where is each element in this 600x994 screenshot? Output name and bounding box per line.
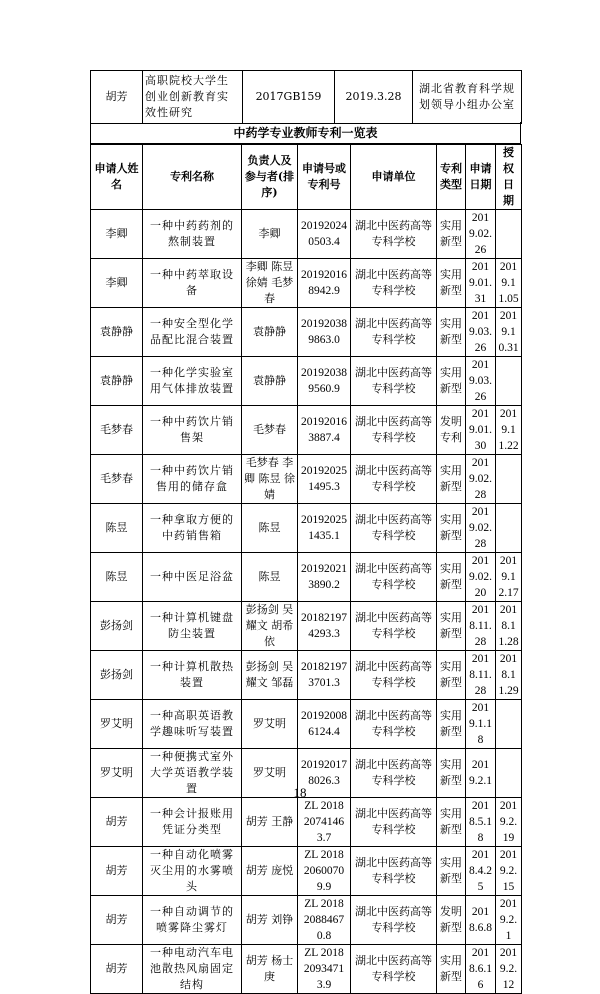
cell-grant-date xyxy=(496,455,522,504)
header-applicant: 申请人姓名 xyxy=(91,145,143,210)
cell-unit: 湖北中医药高等专科学校 xyxy=(351,749,437,798)
cell-app-number: 201920240503.4 xyxy=(298,210,351,259)
cell-grant-date: 2019.12.17 xyxy=(496,553,522,602)
cell-inventors: 彭扬剑 吴耀文 胡希依 xyxy=(242,602,298,651)
cell-app-date: 2018.6.8 xyxy=(466,896,496,945)
cell-inventors: 胡芳 王静 xyxy=(242,798,298,847)
cell-patent-name: 一种化学实验室用气体排放装置 xyxy=(143,357,242,406)
cell-patent-name: 一种计算机键盘防尘装置 xyxy=(143,602,242,651)
header-inventors: 负责人及参与者(排序) xyxy=(242,145,298,210)
header-app-date: 申请日期 xyxy=(466,145,496,210)
cell-grant-date xyxy=(496,210,522,259)
cell-patent-name: 一种中药萃取设备 xyxy=(143,259,242,308)
cell-app-date: 2019.01.31 xyxy=(466,259,496,308)
cell-grant-date: 2019.2.1 xyxy=(496,896,522,945)
table-row xyxy=(91,553,522,602)
cell-inventors: 罗艾明 xyxy=(242,749,298,798)
cell-app-number: 201821973701.3 xyxy=(298,651,351,700)
cell-grant-date xyxy=(496,700,522,749)
table-row xyxy=(91,406,522,455)
cell-unit: 湖北中医药高等专科学校 xyxy=(351,210,437,259)
project-row xyxy=(91,71,522,124)
patent-table xyxy=(90,144,522,994)
table-row xyxy=(91,308,522,357)
cell-unit: 湖北中医药高等专科学校 xyxy=(351,406,437,455)
cell-inventors: 袁静静 xyxy=(242,357,298,406)
table-row xyxy=(91,651,522,700)
cell-type: 实用新型 xyxy=(437,602,466,651)
cell-applicant: 罗艾明 xyxy=(91,749,143,798)
project-number: 2017GB159 xyxy=(243,71,335,124)
cell-app-date: 2019.03.26 xyxy=(466,308,496,357)
cell-unit: 湖北中医药高等专科学校 xyxy=(351,847,437,896)
table-row xyxy=(91,357,522,406)
header-grant-date: 授权日期 xyxy=(496,145,522,210)
cell-applicant: 袁静静 xyxy=(91,357,143,406)
cell-app-date: 2019.02.28 xyxy=(466,455,496,504)
cell-unit: 湖北中医药高等专科学校 xyxy=(351,798,437,847)
cell-app-number: ZL 2018 20600709.9 xyxy=(298,847,351,896)
cell-grant-date: 2019.11.22 xyxy=(496,406,522,455)
cell-type: 实用新型 xyxy=(437,945,466,994)
header-type: 专利类型 xyxy=(437,145,466,210)
cell-patent-name: 一种会计报账用凭证分类型 xyxy=(143,798,242,847)
cell-grant-date: 2018.11.29 xyxy=(496,651,522,700)
cell-unit: 湖北中医药高等专科学校 xyxy=(351,700,437,749)
cell-grant-date: 2018.11.28 xyxy=(496,602,522,651)
cell-app-date: 2018.6.16 xyxy=(466,945,496,994)
cell-type: 实用新型 xyxy=(437,651,466,700)
cell-type: 实用新型 xyxy=(437,798,466,847)
cell-type: 实用新型 xyxy=(437,210,466,259)
cell-patent-name: 一种拿取方便的中药销售箱 xyxy=(143,504,242,553)
cell-unit: 湖北中医药高等专科学校 xyxy=(351,455,437,504)
cell-applicant: 彭扬剑 xyxy=(91,651,143,700)
cell-patent-name: 一种中医足浴盆 xyxy=(143,553,242,602)
project-table xyxy=(90,70,522,124)
cell-type: 实用新型 xyxy=(437,259,466,308)
cell-app-number: 201920163887.4 xyxy=(298,406,351,455)
cell-applicant: 罗艾明 xyxy=(91,700,143,749)
cell-applicant: 胡芳 xyxy=(91,896,143,945)
cell-grant-date: 2019.2.19 xyxy=(496,798,522,847)
table-row xyxy=(91,798,522,847)
cell-app-number: ZL 2018 20934713.9 xyxy=(298,945,351,994)
cell-inventors: 毛梦春 xyxy=(242,406,298,455)
table-header-row xyxy=(91,145,522,210)
cell-applicant: 毛梦春 xyxy=(91,455,143,504)
cell-unit: 湖北中医药高等专科学校 xyxy=(351,504,437,553)
cell-patent-name: 一种安全型化学品配比混合装置 xyxy=(143,308,242,357)
cell-applicant: 李卿 xyxy=(91,259,143,308)
cell-grant-date: 2019.11.05 xyxy=(496,259,522,308)
page-number: 18 xyxy=(293,785,307,800)
cell-inventors: 陈昱 xyxy=(242,504,298,553)
cell-grant-date xyxy=(496,357,522,406)
cell-inventors: 袁静静 xyxy=(242,308,298,357)
project-date: 2019.3.28 xyxy=(335,71,413,124)
cell-app-number: ZL 2018 20741463.7 xyxy=(298,798,351,847)
cell-app-number: 201920251495.3 xyxy=(298,455,351,504)
table-row xyxy=(91,210,522,259)
cell-app-number: 201920213890.2 xyxy=(298,553,351,602)
cell-app-date: 2018.11.28 xyxy=(466,651,496,700)
cell-type: 发明专利 xyxy=(437,406,466,455)
cell-inventors: 罗艾明 xyxy=(242,700,298,749)
cell-type: 发明新型 xyxy=(437,896,466,945)
cell-inventors: 毛梦春 李卿 陈昱 徐婧 xyxy=(242,455,298,504)
cell-app-date: 2019.02.26 xyxy=(466,210,496,259)
cell-patent-name: 一种中药饮片销售用的储存盒 xyxy=(143,455,242,504)
cell-app-date: 2019.02.28 xyxy=(466,504,496,553)
cell-applicant: 陈昱 xyxy=(91,553,143,602)
table-row xyxy=(91,847,522,896)
cell-unit: 湖北中医药高等专科学校 xyxy=(351,896,437,945)
table-row xyxy=(91,896,522,945)
cell-patent-name: 一种自动化喷雾灭尘用的水雾喷头 xyxy=(143,847,242,896)
cell-type: 实用新型 xyxy=(437,749,466,798)
cell-app-number: 201920168942.9 xyxy=(298,259,351,308)
cell-applicant: 陈昱 xyxy=(91,504,143,553)
cell-grant-date: 2019.2.12 xyxy=(496,945,522,994)
cell-unit: 湖北中医药高等专科学校 xyxy=(351,259,437,308)
cell-inventors: 李卿 xyxy=(242,210,298,259)
cell-patent-name: 一种中药饮片销售架 xyxy=(143,406,242,455)
cell-type: 实用新型 xyxy=(437,455,466,504)
cell-app-date: 2019.1.18 xyxy=(466,700,496,749)
cell-app-number: 201920251435.1 xyxy=(298,504,351,553)
cell-app-number: ZL 2018 20884670.8 xyxy=(298,896,351,945)
cell-unit: 湖北中医药高等专科学校 xyxy=(351,357,437,406)
header-unit: 申请单位 xyxy=(351,145,437,210)
cell-app-date: 2018.5.18 xyxy=(466,798,496,847)
cell-unit: 湖北中医药高等专科学校 xyxy=(351,651,437,700)
cell-app-date: 2019.02.20 xyxy=(466,553,496,602)
header-app-number: 申请号或专利号 xyxy=(298,145,351,210)
cell-app-number: 201920389560.9 xyxy=(298,357,351,406)
cell-applicant: 袁静静 xyxy=(91,308,143,357)
section-title: 中药学专业教师专利一览表 xyxy=(90,122,521,144)
project-name: 高职院校大学生创业创新教育实效性研究 xyxy=(143,71,243,124)
cell-unit: 湖北中医药高等专科学校 xyxy=(351,945,437,994)
project-org: 湖北省教育科学规划领导小组办公室 xyxy=(413,71,522,124)
cell-inventors: 李卿 陈昱 徐婧 毛梦春 xyxy=(242,259,298,308)
cell-inventors: 陈昱 xyxy=(242,553,298,602)
cell-applicant: 胡芳 xyxy=(91,945,143,994)
cell-app-number: 201920389863.0 xyxy=(298,308,351,357)
cell-app-number: 201821974293.3 xyxy=(298,602,351,651)
cell-app-number: 201920086124.4 xyxy=(298,700,351,749)
cell-patent-name: 一种自动调节的喷雾降尘雾灯 xyxy=(143,896,242,945)
cell-inventors: 胡芳 杨士庚 xyxy=(242,945,298,994)
cell-inventors: 彭扬剑 吴耀文 邹磊 xyxy=(242,651,298,700)
cell-applicant: 彭扬剑 xyxy=(91,602,143,651)
cell-app-date: 2019.01.30 xyxy=(466,406,496,455)
cell-unit: 湖北中医药高等专科学校 xyxy=(351,308,437,357)
cell-applicant: 李卿 xyxy=(91,210,143,259)
project-applicant: 胡芳 xyxy=(91,71,143,124)
cell-grant-date: 2019.2.15 xyxy=(496,847,522,896)
cell-grant-date: 2019.10.31 xyxy=(496,308,522,357)
table-row xyxy=(91,945,522,994)
cell-unit: 湖北中医药高等专科学校 xyxy=(351,602,437,651)
table-row xyxy=(91,455,522,504)
cell-app-date: 2019.2.1 xyxy=(466,749,496,798)
cell-inventors: 胡芳 刘铮 xyxy=(242,896,298,945)
header-patent-name: 专利名称 xyxy=(143,145,242,210)
cell-type: 实用新型 xyxy=(437,553,466,602)
cell-applicant: 胡芳 xyxy=(91,847,143,896)
table-row xyxy=(91,259,522,308)
cell-type: 实用新型 xyxy=(437,308,466,357)
cell-patent-name: 一种便携式室外大学英语教学装置 xyxy=(143,749,242,798)
cell-type: 实用新型 xyxy=(437,700,466,749)
cell-app-date: 2019.03.26 xyxy=(466,357,496,406)
cell-grant-date xyxy=(496,504,522,553)
table-row xyxy=(91,700,522,749)
cell-patent-name: 一种电动汽车电池散热风扇固定结构 xyxy=(143,945,242,994)
cell-patent-name: 一种高职英语教学趣味听写装置 xyxy=(143,700,242,749)
cell-app-date: 2018.11.28 xyxy=(466,602,496,651)
cell-patent-name: 一种中药药剂的熬制装置 xyxy=(143,210,242,259)
cell-applicant: 毛梦春 xyxy=(91,406,143,455)
cell-inventors: 胡芳 庞悦 xyxy=(242,847,298,896)
cell-app-number: 201920178026.3 xyxy=(298,749,351,798)
cell-type: 实用新型 xyxy=(437,357,466,406)
cell-type: 实用新型 xyxy=(437,847,466,896)
cell-app-date: 2018.4.25 xyxy=(466,847,496,896)
table-row xyxy=(91,504,522,553)
cell-type: 实用新型 xyxy=(437,504,466,553)
cell-patent-name: 一种计算机散热装置 xyxy=(143,651,242,700)
table-row xyxy=(91,602,522,651)
cell-unit: 湖北中医药高等专科学校 xyxy=(351,553,437,602)
cell-applicant: 胡芳 xyxy=(91,798,143,847)
